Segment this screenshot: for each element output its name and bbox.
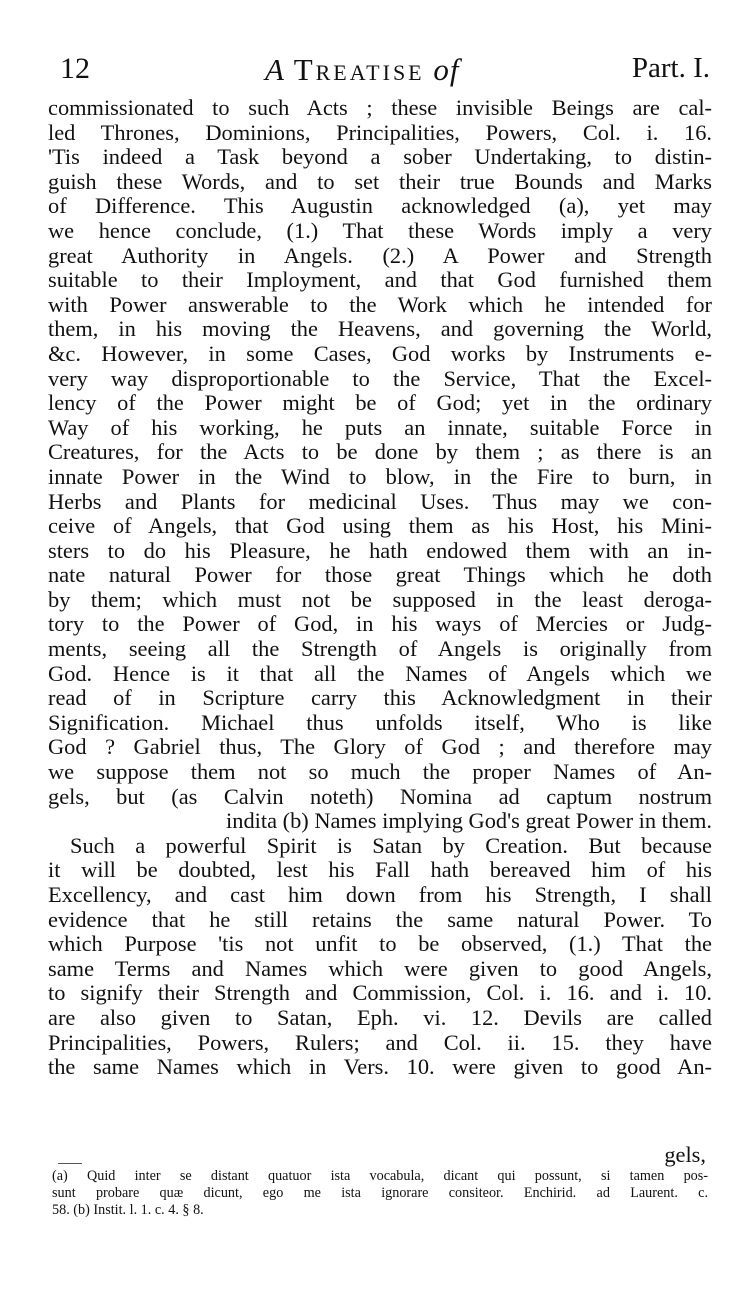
text-line: which Purpose 'tis not unfit to be observed, (1.) That the [48, 932, 712, 957]
text-line: Creatures, for the Acts to be done by them ; as there is an [48, 440, 712, 465]
text-line: nate natural Power for those great Things which he doth [48, 563, 712, 588]
footnote-line: 58. (b) Instit. l. 1. c. 4. § 8. [52, 1202, 204, 1218]
text-line: we suppose them not so much the proper Names of An- [48, 760, 712, 785]
text-line: Signification. Michael thus unfolds itself, Who is like [48, 710, 712, 735]
footnotes [52, 1168, 708, 1219]
text-line: Way of his working, he puts an innate, suitable Force in [48, 415, 712, 440]
text-line: Excellency, and cast him down from his Strength, I shall [48, 883, 712, 907]
text-line: guish these Words, and to set their true Bounds and Marks [48, 169, 712, 194]
text-line: are also given to Satan, Eph. vi. 12. Devils are called [48, 1005, 712, 1030]
text-line: read of in Scripture carry this Acknowledgment in their [48, 686, 712, 711]
text-line: it will be doubted, lest his Fall hath bereaved him of his [48, 858, 712, 883]
text-line: indita (b) Names implying God's great Power in them. [226, 809, 712, 834]
text-line: of Difference. This Augustin acknowledged (a), yet may [48, 194, 712, 219]
running-title-article: A [265, 52, 285, 87]
text-line: gels, but (as Calvin noteth) Nomina ad captum nostrum [48, 784, 712, 809]
text-line: Herbs and Plants for medicinal Uses. Thus may we con- [48, 489, 712, 514]
text-line: lency of the Power might be of God; yet in the ordinary [48, 391, 712, 416]
part-label: Part. I. [631, 52, 710, 84]
text-line: Such a powerful Spirit is Satan by Creation. But because [70, 833, 712, 858]
text-line: ments, seeing all the Strength of Angels is originally from [48, 637, 712, 662]
text-line: ceive of Angels, that God using them as his Host, his Mini- [48, 514, 712, 539]
running-title-of: of [433, 52, 460, 87]
text-line: with Power answerable to the Work which he intended for [48, 292, 712, 317]
text-line: Principalities, Powers, Rulers; and Col. ii. 15. they have [48, 1030, 712, 1055]
footnote-line: sunt probare quæ dicunt, ego me ista ignorare consiteor. Enchirid. ad Laurent. c. [52, 1185, 708, 1201]
text-line: evidence that he still retains the same natural Power. To [48, 907, 712, 932]
text-line: &c. However, in some Cases, God works by Instruments e- [48, 341, 712, 366]
footnote-line: (a) Quid inter se distant quatuor ista vocabula, dicant qui possunt, si tamen pos- [52, 1168, 708, 1184]
running-title [265, 52, 460, 88]
text-line: the same Names which in Vers. 10. were given to good An- [48, 1055, 712, 1080]
body-text [48, 96, 712, 1080]
text-line: we hence conclude, (1.) That these Words imply a very [48, 218, 712, 243]
text-line: same Terms and Names which were given to good Angels, [48, 956, 712, 981]
text-line: led Thrones, Dominions, Principalities, Powers, Col. i. 16. [48, 120, 712, 145]
text-line: suitable to their Imployment, and that God furnished them [48, 268, 712, 293]
page-number: 12 [60, 52, 90, 85]
text-line: commissionated to such Acts ; these invisible Beings are cal- [48, 96, 712, 120]
text-line: to signify their Strength and Commission, Col. i. 16. and i. 10. [48, 981, 712, 1006]
text-line: them, in his moving the Heavens, and governing the World, [48, 317, 712, 342]
text-line: God ? Gabriel thus, The Glory of God ; and therefore may [48, 735, 712, 760]
text-line: innate Power in the Wind to blow, in the Fire to burn, in [48, 464, 712, 489]
footnote-rule [58, 1163, 82, 1164]
text-line: very way disproportionable to the Service, That the Excel- [48, 366, 712, 391]
text-line: sters to do his Pleasure, he hath endowed them with an in- [48, 538, 712, 563]
running-title-word: Treatise [293, 52, 425, 87]
text-line: by them; which must not be supposed in the least deroga- [48, 587, 712, 612]
text-line: 'Tis indeed a Task beyond a sober Undertaking, to distin- [48, 145, 712, 170]
text-line: great Authority in Angels. (2.) A Power and Strength [48, 243, 712, 268]
running-header [60, 52, 710, 92]
text-line: tory to the Power of God, in his ways of Mercies or Judg- [48, 612, 712, 637]
catchword: gels, [664, 1142, 706, 1167]
text-line: God. Hence is it that all the Names of Angels which we [48, 661, 712, 686]
